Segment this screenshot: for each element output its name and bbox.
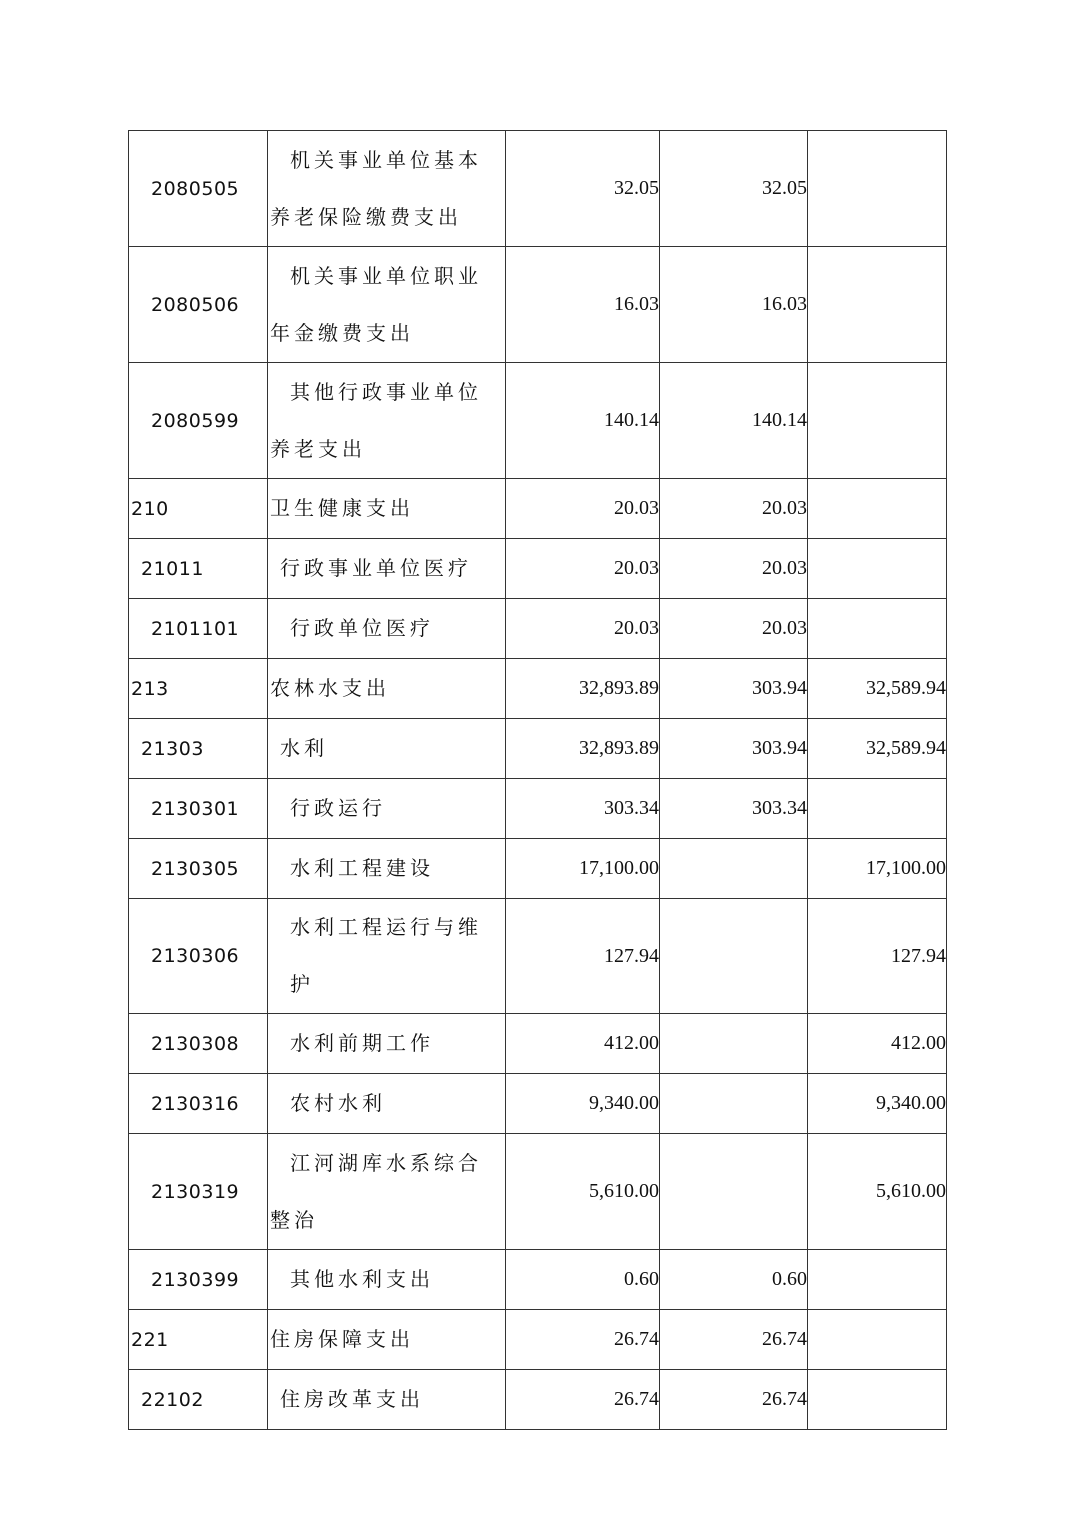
- subject-name: 水利工程运行与维护: [268, 899, 506, 1014]
- project-expenditure: [808, 131, 947, 247]
- project-expenditure: [808, 363, 947, 479]
- project-expenditure: [808, 539, 947, 599]
- subject-name: 水利: [268, 719, 506, 779]
- basic-expenditure: 32.05: [660, 131, 808, 247]
- basic-expenditure: 303.94: [660, 719, 808, 779]
- total-amount: 32,893.89: [506, 659, 660, 719]
- basic-expenditure: [660, 1074, 808, 1134]
- project-expenditure: [808, 1310, 947, 1370]
- basic-expenditure: [660, 1014, 808, 1074]
- total-amount: 9,340.00: [506, 1074, 660, 1134]
- table-row: [129, 1250, 947, 1310]
- subject-code: 2130301: [129, 779, 268, 839]
- subject-code: 2130305: [129, 839, 268, 899]
- total-amount: 32,893.89: [506, 719, 660, 779]
- subject-code: 210: [129, 479, 268, 539]
- basic-expenditure: 20.03: [660, 539, 808, 599]
- total-amount: 303.34: [506, 779, 660, 839]
- subject-name: 江河湖库水系综合整治: [268, 1134, 506, 1250]
- table-row: [129, 1014, 947, 1074]
- total-amount: 127.94: [506, 899, 660, 1014]
- total-amount: 17,100.00: [506, 839, 660, 899]
- project-expenditure: [808, 1370, 947, 1430]
- table-row: [129, 1074, 947, 1134]
- basic-expenditure: 26.74: [660, 1310, 808, 1370]
- basic-expenditure: 20.03: [660, 479, 808, 539]
- total-amount: 20.03: [506, 599, 660, 659]
- total-amount: 5,610.00: [506, 1134, 660, 1250]
- table-row: [129, 719, 947, 779]
- table-row: [129, 659, 947, 719]
- subject-code: 21303: [129, 719, 268, 779]
- table-row: [129, 1370, 947, 1430]
- total-amount: 32.05: [506, 131, 660, 247]
- table-row: [129, 363, 947, 479]
- total-amount: 26.74: [506, 1370, 660, 1430]
- subject-code: 2130316: [129, 1074, 268, 1134]
- project-expenditure: [808, 1250, 947, 1310]
- basic-expenditure: [660, 899, 808, 1014]
- subject-code: 2130306: [129, 899, 268, 1014]
- subject-code: 2080599: [129, 363, 268, 479]
- subject-code: 21011: [129, 539, 268, 599]
- subject-code: 2101101: [129, 599, 268, 659]
- table-row: [129, 247, 947, 363]
- subject-name: 行政运行: [268, 779, 506, 839]
- subject-name: 住房保障支出: [268, 1310, 506, 1370]
- table-row: [129, 1134, 947, 1250]
- total-amount: 20.03: [506, 479, 660, 539]
- subject-code: 221: [129, 1310, 268, 1370]
- total-amount: 140.14: [506, 363, 660, 479]
- basic-expenditure: 0.60: [660, 1250, 808, 1310]
- project-expenditure: [808, 247, 947, 363]
- basic-expenditure: 303.94: [660, 659, 808, 719]
- subject-code: 2130308: [129, 1014, 268, 1074]
- total-amount: 0.60: [506, 1250, 660, 1310]
- subject-name: 其他水利支出: [268, 1250, 506, 1310]
- table-row: [129, 899, 947, 1014]
- total-amount: 16.03: [506, 247, 660, 363]
- subject-name: 卫生健康支出: [268, 479, 506, 539]
- project-expenditure: [808, 479, 947, 539]
- total-amount: 26.74: [506, 1310, 660, 1370]
- table-row: [129, 839, 947, 899]
- project-expenditure: 5,610.00: [808, 1134, 947, 1250]
- subject-name: 机关事业单位基本养老保险缴费支出: [268, 131, 506, 247]
- subject-code: 2130319: [129, 1134, 268, 1250]
- subject-name: 农林水支出: [268, 659, 506, 719]
- subject-code: 2130399: [129, 1250, 268, 1310]
- project-expenditure: [808, 599, 947, 659]
- project-expenditure: 412.00: [808, 1014, 947, 1074]
- subject-code: 2080506: [129, 247, 268, 363]
- basic-expenditure: 26.74: [660, 1370, 808, 1430]
- basic-expenditure: 140.14: [660, 363, 808, 479]
- table-row: [129, 599, 947, 659]
- subject-name: 住房改革支出: [268, 1370, 506, 1430]
- subject-name: 其他行政事业单位养老支出: [268, 363, 506, 479]
- table-row: [129, 131, 947, 247]
- subject-code: 2080505: [129, 131, 268, 247]
- project-expenditure: 127.94: [808, 899, 947, 1014]
- project-expenditure: 32,589.94: [808, 719, 947, 779]
- total-amount: 20.03: [506, 539, 660, 599]
- basic-expenditure: [660, 1134, 808, 1250]
- subject-name: 农村水利: [268, 1074, 506, 1134]
- subject-code: 22102: [129, 1370, 268, 1430]
- basic-expenditure: [660, 839, 808, 899]
- table-row: [129, 1310, 947, 1370]
- project-expenditure: 17,100.00: [808, 839, 947, 899]
- table-row: [129, 539, 947, 599]
- budget-table: [128, 130, 947, 1430]
- subject-name: 水利工程建设: [268, 839, 506, 899]
- table-row: [129, 479, 947, 539]
- subject-name: 行政事业单位医疗: [268, 539, 506, 599]
- project-expenditure: 9,340.00: [808, 1074, 947, 1134]
- subject-name: 行政单位医疗: [268, 599, 506, 659]
- basic-expenditure: 303.34: [660, 779, 808, 839]
- basic-expenditure: 20.03: [660, 599, 808, 659]
- subject-name: 机关事业单位职业年金缴费支出: [268, 247, 506, 363]
- table-row: [129, 779, 947, 839]
- project-expenditure: 32,589.94: [808, 659, 947, 719]
- subject-name: 水利前期工作: [268, 1014, 506, 1074]
- subject-code: 213: [129, 659, 268, 719]
- total-amount: 412.00: [506, 1014, 660, 1074]
- project-expenditure: [808, 779, 947, 839]
- basic-expenditure: 16.03: [660, 247, 808, 363]
